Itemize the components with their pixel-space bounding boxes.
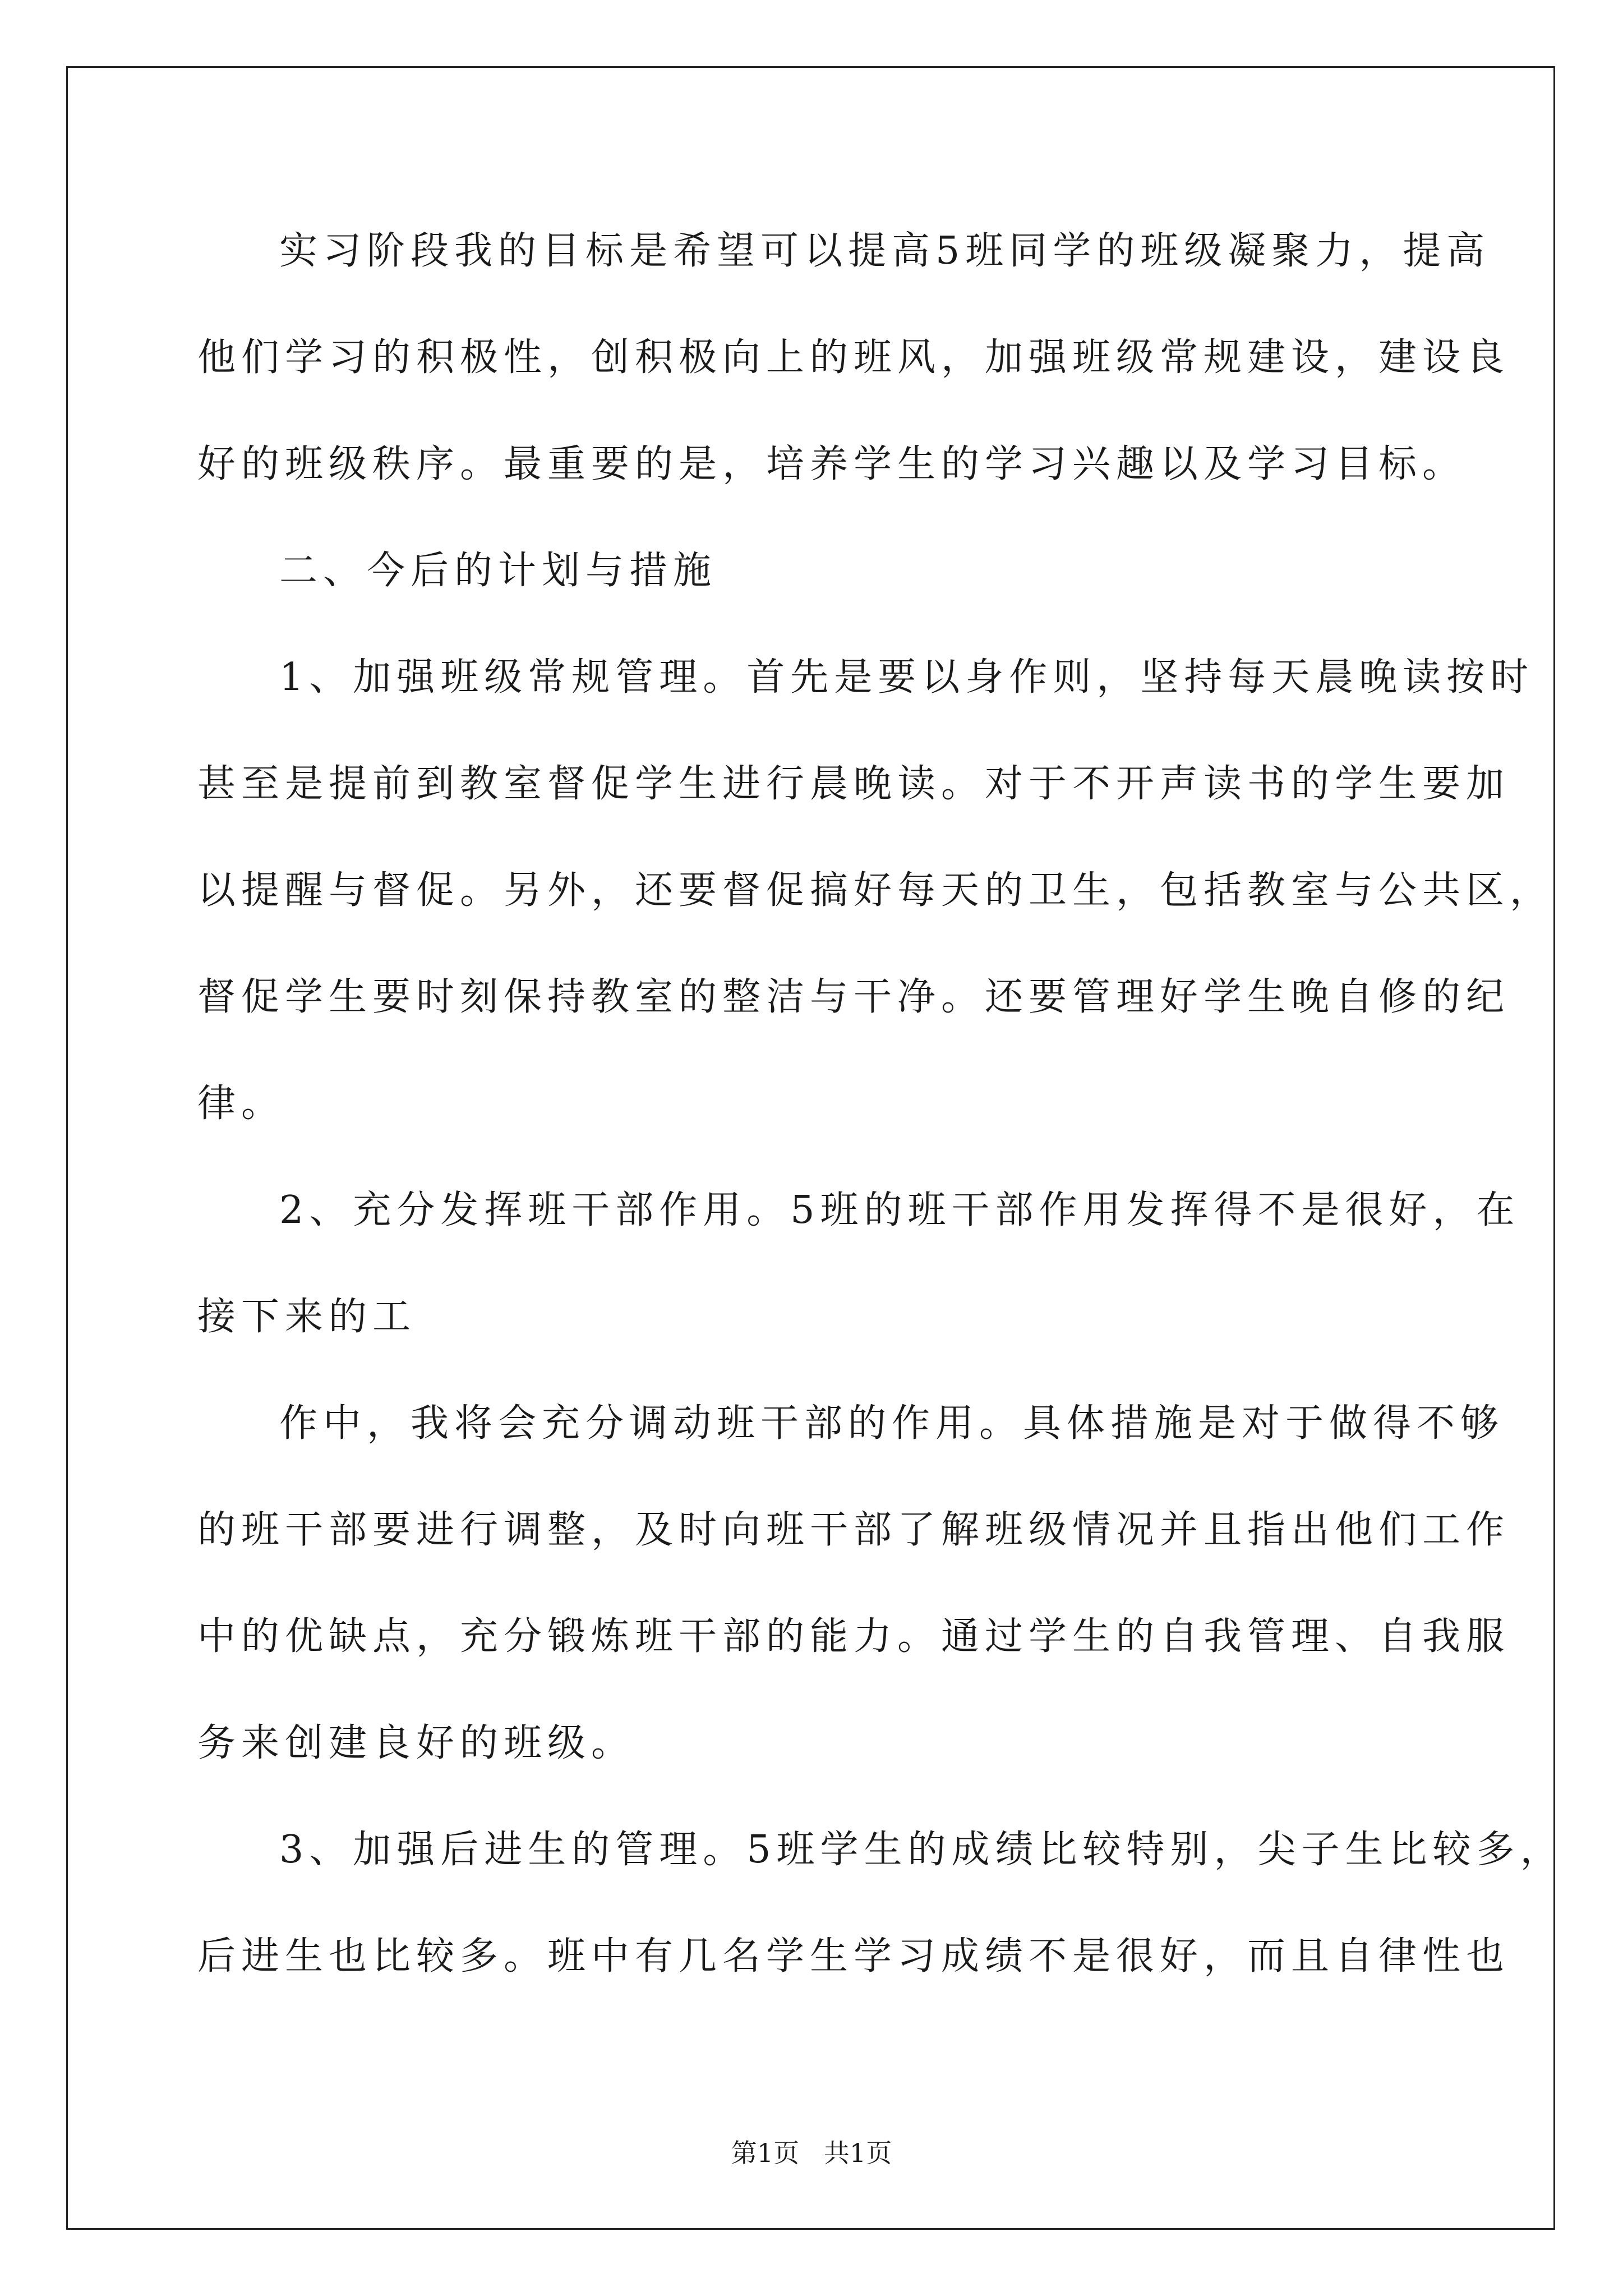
paragraph-4-line-2: 接下来的工 xyxy=(197,1295,417,1339)
paragraph-5-line-1: 作中，我将会充分调动班干部的作用。具体措施是对于做得不够 xyxy=(279,1401,1505,1446)
paragraph-1-line-1: 实习阶段我的目标是希望可以提高5班同学的班级凝聚力，提高 xyxy=(279,229,1491,273)
paragraph-5-line-3: 中的优缺点，充分锻炼班干部的能力。通过学生的自我管理、自我服 xyxy=(197,1614,1510,1659)
paragraph-4-line-1: 2、充分发挥班干部作用。5班的班干部作用发挥得不是很好，在 xyxy=(279,1188,1520,1232)
paragraph-6-line-2: 后进生也比较多。班中有几名学生学习成绩不是很好，而且自律性也 xyxy=(197,1934,1510,1978)
paragraph-3-line-4: 督促学生要时刻保持教室的整洁与干净。还要管理好学生晚自修的纪 xyxy=(197,975,1510,1019)
paragraph-3-line-1: 1、加强班级常规管理。首先是要以身作则，坚持每天晨晚读按时 xyxy=(279,655,1534,700)
paragraph-5-line-4: 务来创建良好的班级。 xyxy=(197,1721,635,1765)
section-heading: 二、今后的计划与措施 xyxy=(279,549,717,593)
paragraph-6-line-1: 3、加强后进生的管理。5班学生的成绩比较特别，尖子生比较多， xyxy=(279,1828,1564,1872)
page-border xyxy=(66,66,1555,2230)
paragraph-3-line-5: 律。 xyxy=(197,1082,285,1126)
paragraph-3-line-3: 以提醒与督促。另外，还要督促搞好每天的卫生，包括教室与公共区， xyxy=(197,868,1554,913)
paragraph-3-line-2: 甚至是提前到教室督促学生进行晨晚读。对于不开声读书的学生要加 xyxy=(197,762,1510,806)
paragraph-5-line-2: 的班干部要进行调整，及时向班干部了解班级情况并且指出他们工作 xyxy=(197,1508,1510,1552)
paragraph-1-line-3: 好的班级秩序。最重要的是，培养学生的学习兴趣以及学习目标。 xyxy=(197,442,1467,486)
page-footer: 第1页 共1页 xyxy=(731,2138,892,2168)
paragraph-1-line-2: 他们学习的积极性，创积极向上的班风，加强班级常规建设，建设良 xyxy=(197,335,1510,380)
